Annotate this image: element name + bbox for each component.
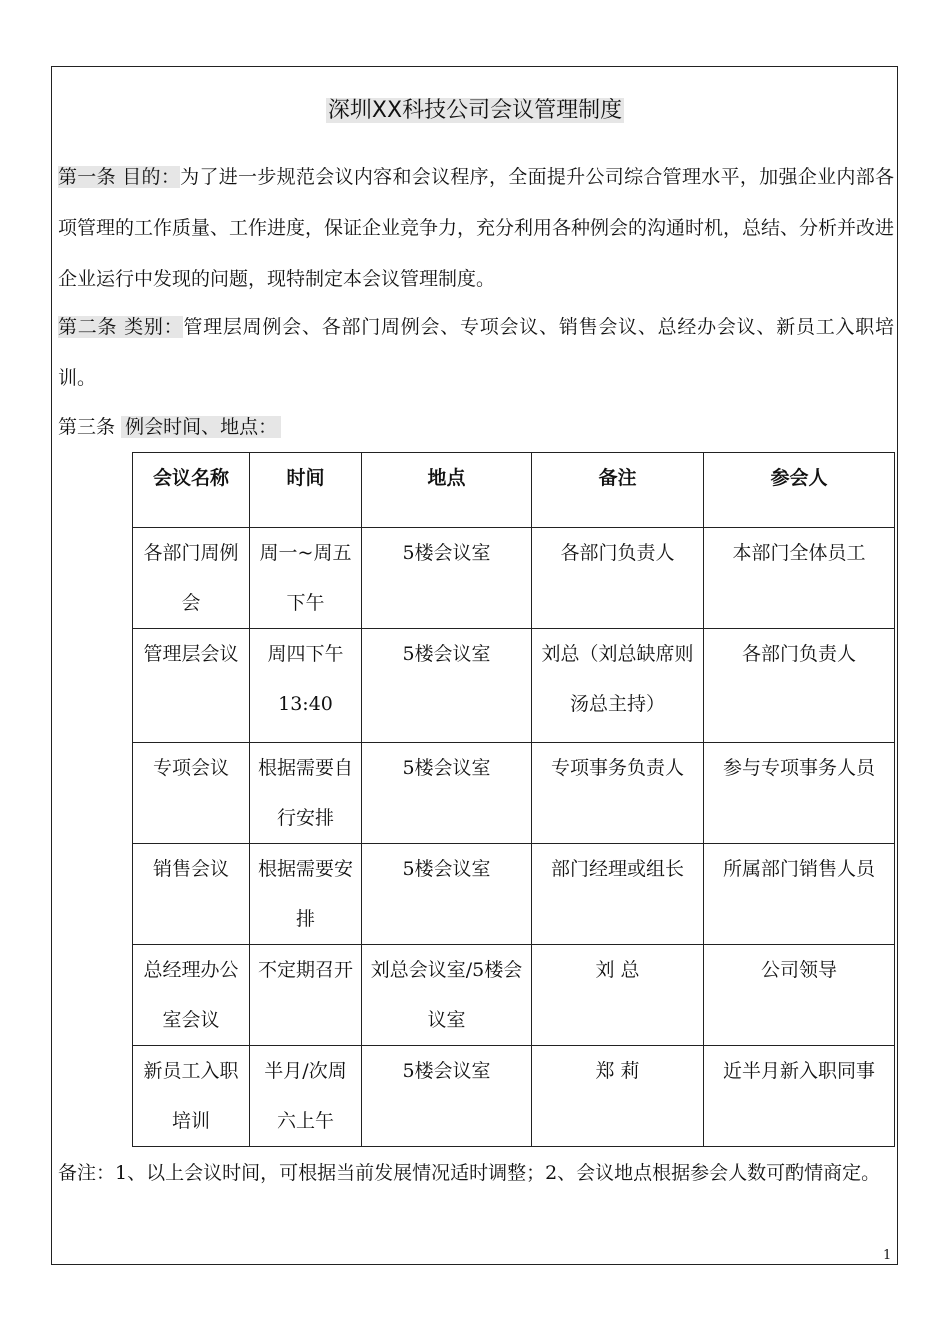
table-cell: 销售会议 [133,844,250,945]
table-header: 备注 [532,453,704,528]
page-number: 1 [883,1248,892,1263]
table-cell: 各部门周例会 [133,528,250,629]
table-header: 地点 [362,453,532,528]
table-cell: 刘 总 [532,945,704,1046]
table-row [133,629,895,743]
table-header-row [133,453,895,528]
table-cell: 不定期召开 [250,945,362,1046]
table-row [133,1046,895,1147]
table-header: 参会人 [704,453,895,528]
article-2-heading: 第二条 类别： [58,316,184,338]
table-cell: 半月/次周六上午 [250,1046,362,1147]
table-cell: 周一~周五下午 [250,528,362,629]
table-cell: 新员工入职培训 [133,1046,250,1147]
table-cell: 5楼会议室 [362,844,532,945]
table-cell: 刘总（刘总缺席则汤总主持） [532,629,704,743]
article-1-heading: 第一条 目的： [58,166,181,188]
table-cell: 部门经理或组长 [532,844,704,945]
title-text: 深圳XX科技公司会议管理制度 [327,98,623,123]
table-cell: 总经理办公室会议 [133,945,250,1046]
table-header: 时间 [250,453,362,528]
table-row [133,844,895,945]
table-cell: 各部门负责人 [532,528,704,629]
table-cell: 5楼会议室 [362,528,532,629]
document-title [0,94,950,128]
table-cell: 郑 莉 [532,1046,704,1147]
table-cell: 根据需要自行安排 [250,743,362,844]
table-cell: 5楼会议室 [362,629,532,743]
article-3-heading-prefix: 第三条 [58,416,116,438]
article-3-heading-main: 例会时间、地点： [121,416,281,438]
table-cell: 管理层会议 [133,629,250,743]
table-row [133,945,895,1046]
article-1-text: 为了进一步规范会议内容和会议程序，全面提升公司综合管理水平，加强企业内部各项管理的工作质量、工作进度，保证企业竞争力，充分利用各种例会的沟通时机，总结、分析并改进企业运行中发现的问题，现特制定本会议管理制度。 [58,166,895,290]
table-header: 会议名称 [133,453,250,528]
footnote: 备注：1、以上会议时间，可根据当前发展情况适时调整；2、会议地点根据参会人数可酌情商定。 [58,1162,881,1184]
meeting-table [132,452,895,1147]
article-2 [58,302,894,404]
table-cell: 近半月新入职同事 [704,1046,895,1147]
article-2-text: 管理层周例会、各部门周例会、专项会议、销售会议、总经办会议、新员工入职培训。 [58,316,894,389]
table-row [133,528,895,629]
table-cell: 参与专项事务人员 [704,743,895,844]
table-row [133,743,895,844]
table-cell: 5楼会议室 [362,1046,532,1147]
table-cell: 各部门负责人 [704,629,895,743]
table-cell: 根据需要安排 [250,844,362,945]
table-cell: 所属部门销售人员 [704,844,895,945]
table-cell: 本部门全体员工 [704,528,895,629]
table-cell: 周四下午13:40 [250,629,362,743]
table-cell: 公司领导 [704,945,895,1046]
table-cell: 专项会议 [133,743,250,844]
article-3-heading [58,402,894,453]
article-1 [58,152,894,305]
table-cell: 刘总会议室/5楼会议室 [362,945,532,1046]
table-cell: 5楼会议室 [362,743,532,844]
table-cell: 专项事务负责人 [532,743,704,844]
